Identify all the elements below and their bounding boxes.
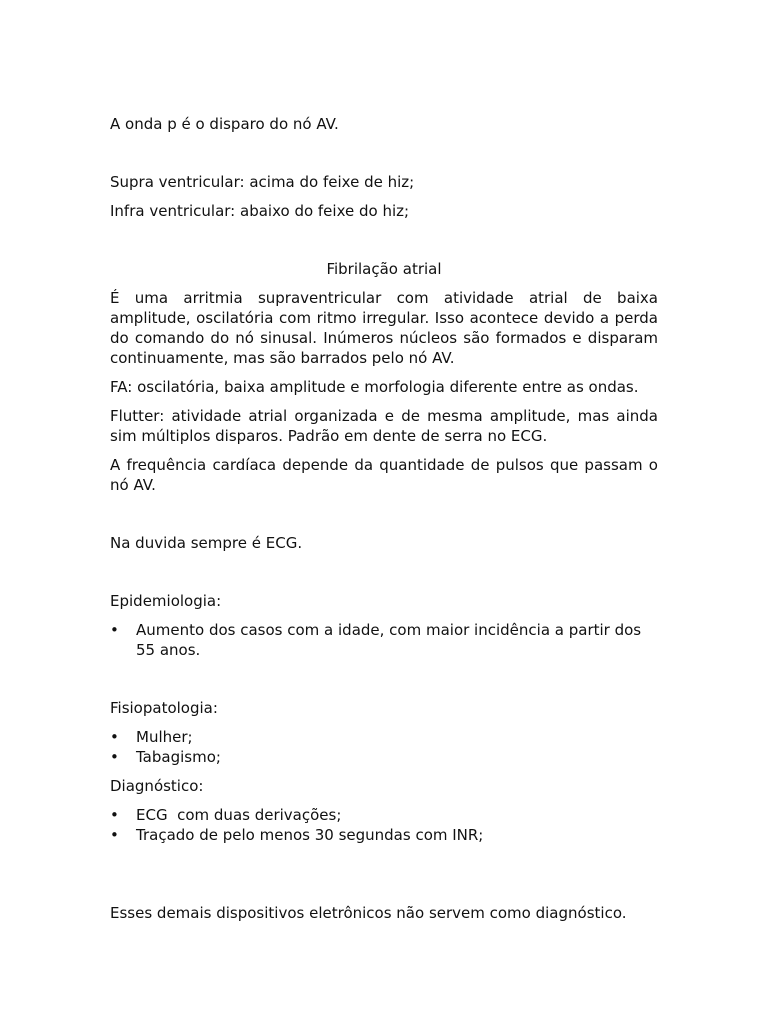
text-duvida: Na duvida sempre é ECG. [110, 534, 303, 552]
section-title-fibrilacao: Fibrilação atrial [326, 260, 442, 278]
list-item-text: Aumento dos casos com a idade, com maior incidência a partir dos 55 anos. [136, 621, 642, 659]
text-supra-ventricular: Supra ventricular: acima do feixe de hiz; [110, 173, 415, 191]
list-item-text: Traçado de pelo menos 30 segundas com INR; [136, 826, 484, 844]
text-frequencia: A frequência cardíaca depende da quantidade de pulsos que passam o nó AV. [110, 456, 658, 494]
list-item [110, 620, 658, 660]
text-onda-p: A onda p é o disparo do nó AV. [110, 115, 339, 133]
heading-epidemiologia: Epidemiologia: [110, 592, 222, 610]
text-final: Esses demais dispositivos eletrônicos não servem como diagnóstico. [110, 904, 627, 922]
document-page [110, 114, 658, 923]
list-item [110, 805, 658, 825]
bullet-icon: • [110, 621, 119, 639]
text-flutter: Flutter: atividade atrial organizada e de mesma amplitude, mas ainda sim múltiplos disparos. Padrão em dente de serra no ECG. [110, 407, 658, 445]
list-item [110, 747, 658, 767]
list-item-text: ECG com duas derivações; [136, 806, 342, 824]
list-item-text: Tabagismo; [136, 748, 221, 766]
heading-fisiopatologia: Fisiopatologia: [110, 699, 218, 717]
bullet-icon: • [110, 748, 119, 766]
paragraph-fibrilacao-definition: É uma arritmia supraventricular com atividade atrial de baixa amplitude, oscilatória com ritmo irregular. Isso acontece devido a perda do comando do nó sinusal. Inúmeros núcleos são formados e disparam continuamente, mas são barrados pelo nó AV. [110, 289, 658, 367]
list-fisiopatologia [110, 727, 658, 767]
heading-diagnostico: Diagnóstico: [110, 777, 204, 795]
bullet-icon: • [110, 806, 119, 824]
list-item [110, 727, 658, 747]
list-epidemiologia [110, 620, 658, 660]
list-diagnostico [110, 805, 658, 845]
text-fa: FA: oscilatória, baixa amplitude e morfologia diferente entre as ondas. [110, 378, 639, 396]
bullet-icon: • [110, 728, 119, 746]
bullet-icon: • [110, 826, 119, 844]
text-infra-ventricular: Infra ventricular: abaixo do feixe do hiz; [110, 202, 410, 220]
list-item-text: Mulher; [136, 728, 193, 746]
list-item [110, 825, 658, 845]
